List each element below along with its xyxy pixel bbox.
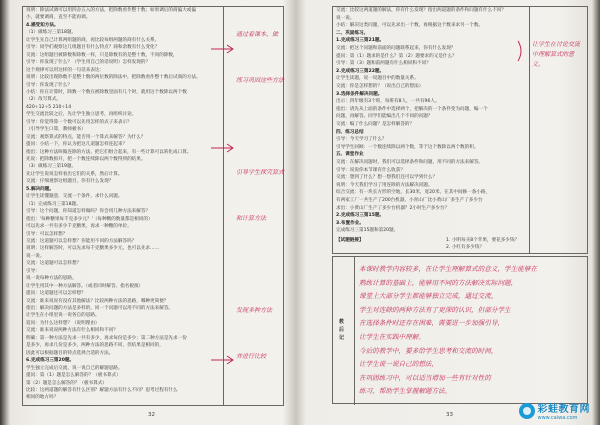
text-line: 比较：这两道题的解答有什么区别？解题方法有什么不同？思考过程有什么 [26,387,178,393]
text-line: 说一说。 [26,253,45,259]
text-line: 让学生先自己计算两组题的商，再比较每组两题的商有什么关系。 [26,37,160,43]
text-line: 引导：你发现了什么？（学生用自己的话说明）怎样发现的？ [26,60,151,66]
text-line: 让学生读懂题意，交流一个条件，求什么问题。 [26,194,123,200]
text-line: 因此可以根据题目的特点选择合适的方法。 [26,350,114,356]
text-line: 提问：第（1）题是怎么解答的？（板书算式） [26,373,121,379]
text-line: 指出：这种方法叫做连除的方法，把它们组合起来，有一些计算可以转化成口算。 [26,149,192,155]
text-line: 先说：把除数拆开，把一个数连续除以两个数得到的结果。 [26,157,146,162]
text-line: 相同的地方吗？ [26,395,59,401]
text-line: 引导：可以怎样想？ [26,231,68,237]
handwritten-line: 在选择条件时还存在困难，需要进一步加强引导， [359,319,505,328]
handwritten-line: 让学生在实践中理解。 [359,333,425,341]
handwritten-line: 和计算方法 [236,215,267,222]
text-line: 让学生用其中一种方法解答。（或者同时解答，指名板演） [26,283,144,289]
text-line: 6.完成练习三第20题。 [26,358,75,364]
text-line: 引导：你发现了什么？ [26,82,72,88]
text-line: 交流：编了什么问题？是怎样解答的？ [336,122,415,127]
text-line: 5.解决问题。 [26,186,54,192]
handwritten-line: 学生对连除的两种方法有了更深的认识，但部分学生 [359,305,511,314]
text-line: 交流：把这个问题和前面的问题联系起来，你有什么发现？ [336,46,456,51]
text-line: 指出：请先从上面的条件中选择两个，把解决的一个条件变为问题，编一个 [336,106,488,112]
left-page-number: 32 [148,412,155,418]
handwritten-line: 通过看课本、做 [236,31,279,38]
text-line: 交流：这组题目被除数和除数一样，只是除数有的是整十数，不同的除数， [26,52,178,58]
text-line: 四、练习总结 [336,129,364,135]
handwritten-line: 在巩固练习中，可以适当增加一些有针对性的 [359,373,491,382]
text-line: 交流：想到了什么？想一想我们还可以学到什么？ [336,175,438,181]
text-line: 有两家工厂一共生产了200台机器，小青山厂比小黄山厂多生产了多少台 [336,198,483,203]
left-page [14,0,292,425]
exercise-item: 1. 小明每买8个苹果，要花多少钱？ [446,238,520,243]
text-line: 420÷12÷5 210÷14 [26,104,72,110]
text-line: 引导： [26,268,40,274]
ink-arrow-icon [210,44,236,54]
text-line: 3.选择条件解决问题。 [336,91,383,97]
text-line: 让学生读题，说一说题目中的数量关系。 [336,76,419,82]
ink-arrow-icon [210,355,236,365]
exercise-heading: 【试题链接】 [336,238,364,243]
handwritten-line: 并进行比较 [236,353,267,360]
text-line: 第（2）题是怎么解答的？（板书算式） [26,380,108,386]
post-lesson-notes-box [332,256,588,404]
text-line: 出示：四年级有3个班，每班有8人，一共有96人。 [336,99,440,105]
text-line: 1.完成练习三第21题。 [336,38,385,44]
text-line: 引导：第（3）题和前两题有什么相同和不同？ [336,61,431,67]
handwritten-line: 让学生在讨论交流 [532,41,581,48]
text-line: 引导：同学们观察这几组题目有什么特点？商和余数有什么变化？ [26,45,160,51]
text-line: 说一说每种方法的思路。 [26,276,77,282]
text-line: 2.完成练习三第15题。 [336,213,385,219]
watermark [519,400,591,421]
watermark-url: www.caiwa.com [537,415,578,421]
text-line: 小结：你在计算时，除数一个数在被除数里面有几个时，就用这个数除以两个数 [26,89,187,95]
ink-arrow-icon [210,143,236,153]
text-line: 交流：这道题可以怎样想？ [26,261,82,267]
handwritten-line: 练习，帮助学生掌握解题方法。 [359,387,452,396]
text-line: 引导：说说你本节课有什么收获？ [336,167,405,173]
text-line: 交流：谁来说说有没有其他解法？比较两种方法的思路，哪种更简便？ [26,298,169,304]
text-line: 说一说。 [336,15,355,21]
handwritten-line: 今后的教学中，要多给学生思考和交流的时间， [359,346,498,355]
text-line: 综合交流：有一块长方形的空地，长30米，宽20米，在其中间修一条小路， [336,190,491,196]
text-line: 小结：解决这类问题，可以先求出一个数，再根据这个数来求另一个数。 [336,23,484,29]
text-line: 指出：解决问题的方法是多样的，同一个问题可以用不同的方法来解答。 [26,306,174,311]
text-line: 交流：谁来说说两种方法有什么相同和不同？ [26,328,118,334]
handwritten-line: 引导学生探究算式 [236,169,285,176]
handwritten-line: 义。 [532,61,545,68]
text-line: 3.布置作业。 [336,220,364,226]
right-page [306,0,588,425]
handwritten-line: 让学生说一说自己的想法， [359,360,439,369]
text-line: 追问：为什么这样想？（说明理由） [26,320,100,326]
text-line: 交流：比较这两道题的解法，你有什么发现？指出两道题的条件和问题有什么不同？ [336,8,506,13]
text-line: （引导学生口算，教师板书） [26,127,86,133]
handwritten-line: 熟练计算的基础上，能够用不同的方法解决实际问题， [359,278,518,287]
right-page-number: 33 [446,412,453,418]
text-line: 可以先求一共有多少千克糖果，再求一种糖的单价。 [26,224,132,230]
handwritten-line: 本课时教学内容较多，在让学生理解算式的意义，学生能够在 [359,265,538,273]
text-line: 交流：在解决问题时，我们可以选择条件和问题，用不同的方法来解答。 [336,160,484,165]
text-line: 指出：'每种糖果每千克多少元？'（每种糖的数量都是相同的） [26,216,153,222]
text-line: （1）做练习三第18题。 [26,30,77,36]
text-line: 引导：今天学习了什么？ [336,137,387,143]
text-line: 引导学生回顾：一个数连续除以两个数，等于这个数除以两个数的积。 [336,144,479,150]
text-line: 说明：这样解答时，可以先求每千克糖果多少元，也可以先求…… [26,246,160,252]
text-line: 让学生在小组里说一说各自的思路。 [26,313,100,319]
watermark-name: 彩蛙教育网 [537,404,590,415]
exercise-item: 2. 小红有多少钱？ [446,245,485,250]
ink-bracket-icon [516,40,528,62]
text-line: 交流：你是怎样想的？（说出自己的想法） [336,84,424,89]
text-line: （2）改写算式。 [26,97,62,103]
text-line: 说明：比较出现除数不是整十数的两位数的除法中，把除数看作整十数后试商的方法。 [26,75,201,81]
text-line: 完成练习三第15题和第20题。 [336,228,399,234]
text-line: 二、巩固练习。 [336,30,369,36]
text-line: 是多少，再求几份是多少。两种方法的思路不同，但结果是相同的， [26,343,164,349]
text-line: （1）完成练习三第18题。 [26,201,81,207]
text-line: 五、课堂作业 [336,152,364,158]
text-line: 引导：这个问题，你知道怎样做吗？你会用几种方法来解答？ [26,209,151,215]
text-line: 这个规律可以用这样的一句话来表达： [26,67,105,73]
text-line: 问题，再解答。同学们能编出几个不同的问题？ [336,114,433,120]
text-line: 4.感受知方法。 [26,22,59,28]
post-lesson-notes-label: 教 后 记 [333,257,355,405]
text-line: 说明：今天我们学习了用连除的方法解决问题。 [336,182,433,188]
text-line: 小，就要调商，直至不能再调。 [26,15,91,21]
text-line: 交流：这道题可以怎样想？你能用不同的方法解答吗？ [26,238,137,244]
text-line: （3）做练习三第19题。 [26,164,77,170]
text-line: 引导：你觉得算一个数可以先用怎样的式子来表示？ [26,119,132,125]
text-line: 求出：小黄山厂生产了多少台机器？2小时生产多少台？ [336,205,450,211]
text-line: 交流：仔细观察这组题目，你有什么发现？ [26,179,114,185]
frog-logo-icon [519,403,535,419]
text-line: 提问：小结一下，你认为把这几道题怎样连起来？ [26,142,128,148]
text-line: 提问：第（1）题求的是什么？第（2）题要求的又是什么？ [336,53,457,59]
text-line: 学生交流比较之后，先让学生独立思考，再组织讨论。 [26,112,137,118]
handwritten-line: 练习巩固这些方法 [236,77,285,84]
handwritten-line: 课堂上大部分学生都能够独立完成，通过交流， [359,292,498,301]
handwritten-line: 发现多种方法 [236,307,273,314]
text-line: 学生独立完成后交流，说一说自己的解题思路。 [26,365,123,371]
text-line: 提问：这道题还可以怎样想？ [26,291,86,297]
handwritten-line: 中理解算式的意 [532,51,575,58]
text-line: 先让学生说说怎样看出它们的关系，然后计算。 [26,171,123,177]
text-line: 明确：第一种方法是先求一共有多少，再求每份是多少；第二种方法是先求一份 [26,335,187,341]
text-line: 2.完成练习三第22题。 [336,68,385,74]
text-line: 交流：观察算式的特点，能否用一个算式来解答？为什么？ [26,134,146,140]
text-line: 说明：除法试调可以用四舍五入的方法，把除数看作整十数；如果调后的商偏大或偏 [26,8,196,13]
